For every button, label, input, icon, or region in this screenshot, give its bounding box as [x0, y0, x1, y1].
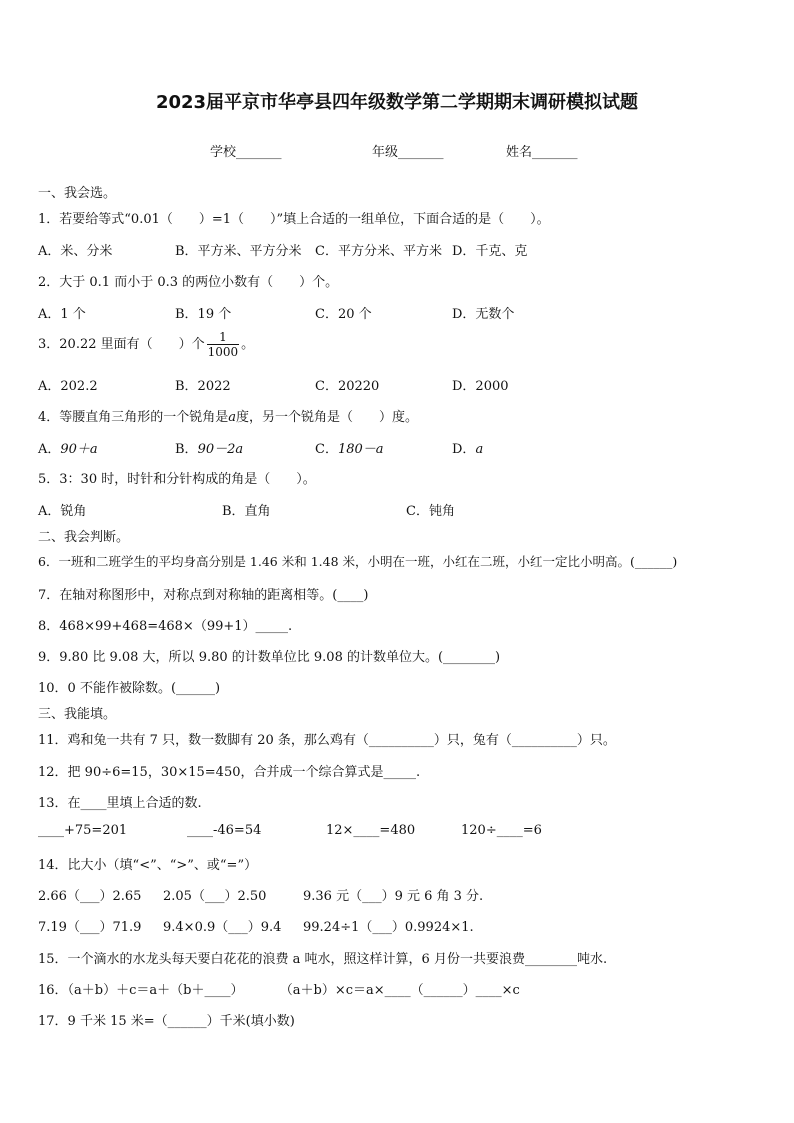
q4-option-d[interactable]	[452, 438, 483, 457]
q4-text-before: 4．等腰直角三角形的一个锐角是	[38, 410, 229, 425]
q14-compare-3[interactable]: 9.36 元（___）9 元 6 角 3 分.	[303, 889, 484, 904]
q4-option-c-expr: 180－a	[337, 442, 384, 457]
q14-compare-4[interactable]: 7.19（___）71.9	[38, 920, 142, 935]
q4-text-after: 度，另一个锐角是（ ）度。	[236, 410, 419, 425]
question-12: 12．把 90÷6=15，30×15=450，合并成一个综合算式是_____.	[38, 765, 421, 780]
q4-option-b-label: B．	[175, 442, 198, 457]
q14-compare-5[interactable]: 9.4×0.9（___）9.4	[163, 920, 282, 935]
q1-option-c[interactable]: C．平方分米、平方米	[315, 244, 442, 259]
q4-option-d-label: D．	[452, 442, 476, 457]
q5-option-a[interactable]: A．锐角	[38, 504, 87, 519]
section-heading-choose: 一、我会选。	[38, 186, 117, 201]
q5-option-c[interactable]: C．钝角	[406, 504, 455, 519]
question-4	[38, 406, 418, 425]
question-11: 11．鸡和兔一共有 7 只，数一数脚有 20 条，那么鸡有（__________）只，兔有（__________）只。	[38, 733, 616, 748]
q2-option-a[interactable]: A．1 个	[38, 307, 86, 322]
q1-option-d[interactable]: D．千克、克	[452, 244, 528, 259]
q3-option-c[interactable]: C．20220	[315, 379, 380, 394]
q4-option-a-label: A．	[38, 442, 61, 457]
q13-part-4[interactable]: 120÷____=6	[461, 823, 542, 838]
q4-option-d-expr: a	[475, 442, 484, 457]
q16-part-2[interactable]: （a＋b）×c＝a×____（______）____×c	[279, 983, 520, 998]
q3-option-d[interactable]: D．2000	[452, 379, 509, 394]
section-heading-judge: 二、我会判断。	[38, 530, 130, 545]
q2-option-c[interactable]: C．20 个	[315, 307, 372, 322]
q2-option-d[interactable]: D．无数个	[452, 307, 515, 322]
question-17: 17．9 千米 15 米=（______）千米(填小数)	[38, 1014, 295, 1029]
section-heading-fill: 三、我能填。	[38, 707, 117, 722]
q4-variable: a	[228, 410, 237, 425]
school-field[interactable]: 学校_______	[210, 145, 282, 160]
q3-fraction-numerator: 1	[207, 330, 240, 345]
grade-field[interactable]: 年级_______	[372, 145, 444, 160]
question-5: 5．3：30 时，时针和分针构成的角是（ ）。	[38, 472, 316, 487]
q4-option-b-expr: 90－2a	[197, 442, 244, 457]
question-16	[38, 979, 520, 998]
q13-part-3[interactable]: 12×____=480	[326, 823, 416, 838]
q13-part-1[interactable]: ____+75=201	[38, 823, 128, 838]
q5-option-b[interactable]: B．直角	[222, 504, 271, 519]
question-10: 10．0 不能作被除数。(______)	[38, 681, 221, 696]
q14-compare-6[interactable]: 99.24÷1（___）0.9924×1.	[303, 920, 474, 935]
q14-compare-1[interactable]: 2.66（___）2.65	[38, 889, 142, 904]
q4-option-a[interactable]	[38, 438, 98, 457]
question-7: 7．在轴对称图形中，对称点到对称轴的距离相等。(____)	[38, 588, 369, 603]
q1-option-a[interactable]: A．米、分米	[38, 244, 113, 259]
question-6: 6．一班和二班学生的平均身高分别是 1.46 米和 1.48 米，小明在一班，小红在二班，小红一定比小明高。(______)	[38, 554, 678, 569]
question-1: 1．若要给等式“0.01（ ）=1（ ）”填上合适的一组单位，下面合适的是（ ）。	[38, 212, 550, 227]
q4-option-a-expr: 90＋a	[60, 442, 98, 457]
name-field[interactable]: 姓名_______	[506, 145, 578, 160]
question-15: 15．一个滴水的水龙头每天要白花花的浪费 a 吨水，照这样计算，6 月份一共要浪费________吨水.	[38, 952, 608, 967]
question-13: 13．在____里填上合适的数.	[38, 796, 202, 811]
q4-option-b[interactable]	[175, 438, 243, 457]
page-title: 2023届平京市华亭县四年级数学第二学期期末调研模拟试题	[155, 92, 639, 113]
q3-option-b[interactable]: B．2022	[175, 379, 231, 394]
question-8: 8．468×99+468=468×（99+1）_____.	[38, 619, 293, 634]
q4-option-c-label: C．	[315, 442, 338, 457]
question-14: 14．比大小（填“<”、“>”、或“=”）	[38, 858, 258, 873]
q3-option-a[interactable]: A．202.2	[38, 379, 98, 394]
question-2: 2．大于 0.1 而小于 0.3 的两位小数有（ ）个。	[38, 275, 339, 290]
q3-text-after: 。	[241, 337, 255, 352]
q13-part-2[interactable]: ____-46=54	[187, 823, 262, 838]
q3-text-before: 3．20.22 里面有（ ）个	[38, 337, 205, 352]
q4-option-c[interactable]	[315, 438, 384, 457]
q3-fraction-denominator: 1000	[207, 345, 239, 359]
question-9: 9．9.80 比 9.08 大，所以 9.80 的计数单位比 9.08 的计数单位大。(________)	[38, 650, 501, 665]
q14-compare-2[interactable]: 2.05（___）2.50	[163, 889, 267, 904]
q2-option-b[interactable]: B．19 个	[175, 307, 232, 322]
q16-part-1[interactable]: 16．（a＋b）＋c＝a＋（b＋____）	[38, 983, 244, 998]
q3-fraction	[207, 330, 240, 359]
q1-option-b[interactable]: B．平方米、平方分米	[175, 244, 302, 259]
question-3	[38, 330, 254, 359]
